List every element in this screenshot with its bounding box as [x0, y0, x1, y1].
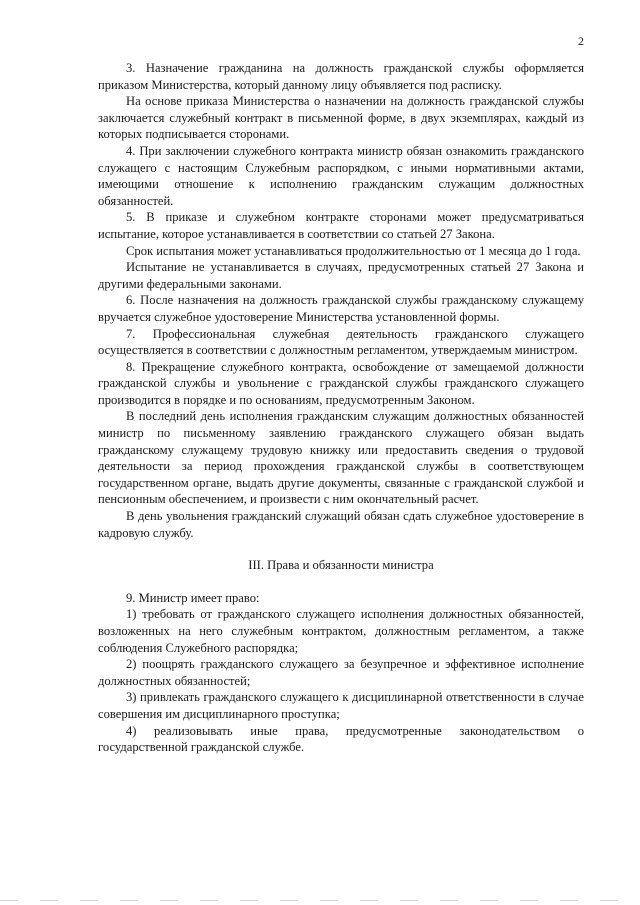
document-body [98, 60, 584, 756]
paragraph-4-familiarization: 4. При заключении служебного контракта министр обязан ознакомить гражданского служащего с настоящим Служебным распорядком, с иными нормативными актами, имеющими отношение к исполнению гражданским служащим должностных обязанностей. [98, 143, 584, 208]
paragraph-return-id: В день увольнения гражданский служащий обязан сдать служебное удостоверение в кадровую службу. [98, 509, 584, 540]
paragraph-service-contract: На основе приказа Министерства о назначении на должность гражданской службы заключается служебный контракт в письменной форме, в двух экземплярах, каждый из которых подписывается сторонами. [98, 94, 584, 142]
section-heading: III. Права и обязанности министра [248, 558, 434, 573]
paragraph-5-probation: 5. В приказе и служебном контракте сторонами может предусматриваться испытание, которое устанавливается в соответствии со статьей 27 Закона. [98, 210, 584, 241]
page-number: 2 [578, 34, 584, 48]
paragraph-probation-term: Срок испытания может устанавливаться продолжительностью от 1 месяца до 1 года. [126, 243, 581, 258]
paragraph-6-id-card: 6. После назначения на должность гражданской службы гражданскому служащему вручается служебное удостоверение Министерства установленной формы. [98, 293, 584, 324]
paragraph-8-termination: 8. Прекращение служебного контракта, освобождение от замещаемой должности гражданской службы и увольнение с гражданской службы гражданского служащего производится в порядке и по основаниям, предусмотренным Законом. [98, 359, 584, 407]
paragraph-9-minister-rights: 9. Министр имеет право: [126, 590, 260, 605]
scan-edge-artifact [0, 900, 640, 901]
list-item-4-other-rights: 4) реализовывать иные права, предусмотренные законодательством о государственной гражданской службе. [98, 723, 584, 755]
paragraph-7-regulations: 7. Профессиональная служебная деятельность гражданского служащего осуществляется в соответствии с должностным регламентом, утверждаемым министром. [98, 326, 584, 358]
list-item-1-require: 1) требовать от гражданского служащего исполнения должностных обязанностей, возложенных на него служебным контрактом, должностным регламентом, а также соблюдения Служебного распорядка; [98, 607, 584, 655]
list-item-3-discipline: 3) привлекать гражданского служащего к дисциплинарной ответственности в случае совершения им дисциплинарного проступка; [98, 690, 584, 721]
paragraph-3-appointment: 3. Назначение гражданина на должность гражданской службы оформляется приказом Министерства, который данному лицу объявляется под расписку. [98, 61, 584, 92]
paragraph-probation-exceptions: Испытание не устанавливается в случаях, предусмотренных статьей 27 Закона и другими федеральными законами. [98, 260, 584, 291]
paragraph-last-day: В последний день исполнения гражданским служащим должностных обязанностей министр по письменному заявлению гражданского служащего обязан выдать гражданскому служащему трудовую книжку или предоставить сведения о трудовой деятельности за период прохождения гражданской службы в соответствующем государственном органе, выдать другие документы, связанные с гражданской службой и пенсионным обеспечением, и произвести с ним окончательный расчет. [98, 409, 584, 507]
list-item-2-encourage: 2) поощрять гражданского служащего за безупречное и эффективное исполнение должностных обязанностей; [98, 657, 584, 688]
